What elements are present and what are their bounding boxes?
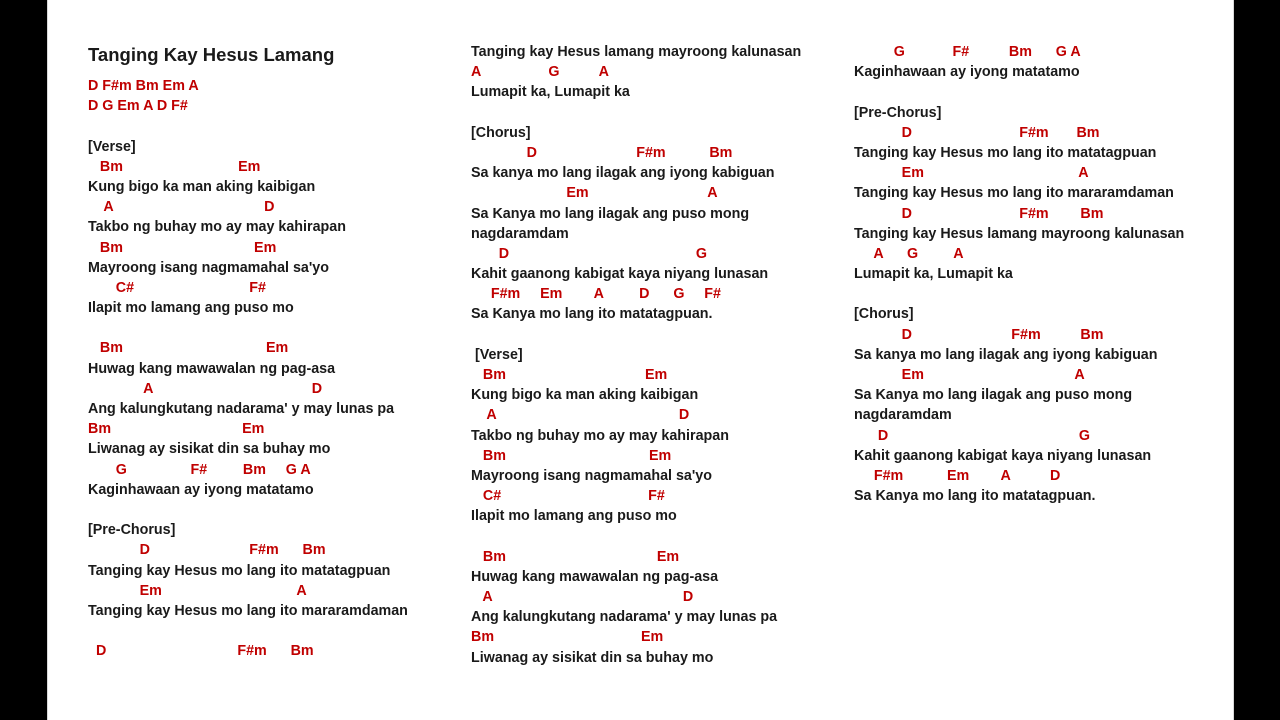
lyric-line: Mayroong isang nagmamahal sa'yo (88, 259, 329, 276)
lyric-line: Lumapit ka, Lumapit ka (471, 84, 630, 101)
lyric-line: Mayroong isang nagmamahal sa'yo (471, 467, 712, 484)
column-2 (471, 42, 841, 668)
section-heading: [Chorus] (854, 306, 914, 323)
chord-line: D G (854, 427, 1090, 444)
lyric-line: Huwag kang mawawalan ng pag-asa (88, 360, 336, 377)
chord-line: D F#m Bm Em A (88, 78, 199, 94)
chord-line: D G Em A D F# (88, 98, 188, 115)
chord-line: A D (471, 589, 694, 606)
lyric-line: nagdaramdam (854, 407, 952, 424)
blank-line (471, 325, 841, 345)
blank-line (88, 621, 458, 641)
lyric-line: Sa kanya mo lang ilagak ang iyong kabiguan (854, 346, 1158, 363)
chord-line: Em A (471, 185, 718, 202)
lyric-line: Tanging kay Hesus mo lang ito mararamdaman (854, 185, 1174, 202)
chord-line: F#m Em A D G F# (471, 286, 721, 303)
section-heading: [Pre-Chorus] (88, 522, 176, 539)
chord-line: C# F# (88, 279, 266, 296)
lyric-line: Sa Kanya mo lang ito matatagpuan. (854, 488, 1096, 505)
chord-line: D F#m Bm (854, 124, 1100, 141)
blank-line (88, 500, 458, 520)
section-heading: [Verse] (88, 138, 136, 155)
chord-line: Em A (854, 165, 1089, 182)
lyric-line: Tanging kay Hesus mo lang ito matatagpuan (88, 562, 391, 579)
blank-line (88, 318, 458, 338)
chord-line: Em A (854, 367, 1085, 383)
lyric-line: Kung bigo ka man aking kaibigan (471, 387, 699, 404)
lyric-line: Takbo ng buhay mo ay may kahirapan (88, 219, 346, 236)
chord-line: C# F# (471, 488, 665, 505)
chord-line: D F#m Bm (88, 643, 314, 660)
blank-line (88, 116, 458, 136)
lyric-line: Tanging kay Hesus lamang mayroong kalunasan (854, 225, 1185, 242)
lyric-line: Lumapit ka, Lumapit ka (854, 266, 1013, 283)
blank-line (471, 103, 841, 123)
lyric-line: Kung bigo ka man aking kaibigan (88, 178, 316, 195)
chord-line: F#m Em A D (854, 467, 1061, 484)
chord-line: D F#m Bm (471, 144, 733, 161)
lyric-line: Ang kalungkutang nadarama' y may lunas pa (88, 401, 395, 417)
chord-line: A G A (854, 245, 964, 262)
chord-line: D F#m Bm (854, 205, 1104, 222)
chord-line: Bm Em (88, 239, 277, 256)
blank-line (854, 284, 1224, 304)
lyric-line: Liwanag ay sisikat din sa buhay mo (471, 649, 714, 666)
column-3 (854, 42, 1224, 506)
chord-line: Bm Em (88, 158, 261, 175)
lyric-line: Ilapit mo lamang ang puso mo (88, 300, 294, 317)
blank-line (471, 527, 841, 547)
column-1 (88, 42, 458, 661)
lyric-line: Huwag kang mawawalan ng pag-asa (471, 568, 719, 585)
chord-line: Bm Em (88, 421, 265, 438)
chord-line: Em A (88, 582, 307, 599)
song-title: Tanging Kay Hesus Lamang (88, 44, 335, 65)
section-heading: [Pre-Chorus] (854, 104, 942, 121)
chord-line: Bm Em (471, 548, 680, 565)
chord-line: Bm Em (471, 367, 668, 383)
chord-line: Bm Em (471, 629, 664, 646)
lyric-line: Tanging kay Hesus mo lang ito matatagpuan (854, 144, 1157, 161)
chord-line: G F# Bm G A (88, 461, 311, 478)
lyric-line: Sa Kanya mo lang ilagak ang puso mong (471, 205, 750, 222)
chord-line: G F# Bm G A (854, 44, 1081, 60)
section-heading: [Chorus] (471, 124, 531, 141)
lyric-line: Kahit gaanong kabigat kaya niyang lunasan (854, 447, 1152, 464)
lyric-line: Kaginhawaan ay iyong matatamo (88, 481, 314, 498)
chord-line: A D (88, 199, 275, 216)
lyric-line: Ilapit mo lamang ang puso mo (471, 508, 677, 525)
lyric-line: nagdaramdam (471, 225, 569, 242)
lyric-line: Takbo ng buhay mo ay may kahirapan (471, 427, 729, 444)
lyric-line: Sa Kanya mo lang ito matatagpuan. (471, 306, 713, 323)
lyric-line: Kaginhawaan ay iyong matatamo (854, 64, 1080, 81)
chord-line: Bm Em (471, 447, 672, 464)
chord-line: D F#m Bm (854, 326, 1104, 343)
lyrics-sheet (47, 0, 1234, 720)
blank-line (854, 82, 1224, 102)
chord-line: Bm Em (88, 340, 289, 357)
chord-line: A D (88, 380, 323, 397)
chord-line: D F#m Bm (88, 542, 326, 559)
chord-line: D G (471, 245, 707, 262)
lyric-line: Sa Kanya mo lang ilagak ang puso mong (854, 387, 1133, 404)
lyric-line: Sa kanya mo lang ilagak ang iyong kabiguan (471, 165, 775, 182)
lyric-line: Tanging kay Hesus mo lang ito mararamdaman (88, 602, 408, 619)
lyric-line: Ang kalungkutang nadarama' y may lunas pa (471, 609, 778, 626)
lyric-line: Kahit gaanong kabigat kaya niyang lunasan (471, 266, 769, 283)
lyric-line: Liwanag ay sisikat din sa buhay mo (88, 441, 331, 458)
chord-line: A G A (471, 64, 609, 81)
chord-line: A D (471, 407, 690, 424)
section-heading: [Verse] (471, 346, 523, 363)
lyric-line: Tanging kay Hesus lamang mayroong kalunasan (471, 44, 802, 60)
